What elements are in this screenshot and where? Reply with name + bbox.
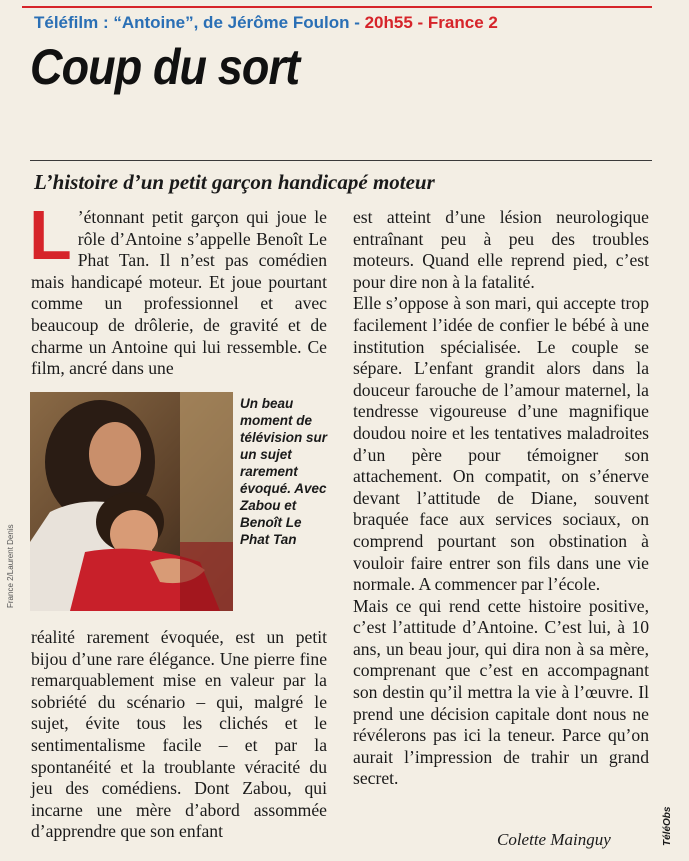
paragraph-conclusion: Mais ce qui rend cette histoire positive, c’est l’attitude d’Antoine. C’est lui, à 10 ans, un beau jour, qui dira non à sa mère, comprenant que c’est en accompagnant son destin qu’il mettra la vie à l’œuvre. Il prend une décision capitale dont nous ne révélerons pas ici la teneur. Parce qu’on aurait l’impression de trahir un grand secret. [353,595,649,789]
headline: Coup du sort [30,39,300,95]
paragraph-review: réalité rarement évoquée, est un petit bijou d’une rare élégance. Une pierre fine remarquablement mise en valeur par la sobriété du scénario – qui, malgré le sujet, évite tous les clichés et le sentimentalisme facile – et par la spontanéité et la troublante véracité du jeu des comédiens. Dont Zabou, qui incarne une mère d’abord assommée d’apprendre que son enfant [31,627,327,842]
paragraph-diagnosis: est atteint d’une lésion neurologique entraînant peu à peu des troubles moteurs. Quand elle reprend pied, c’est pour dire non à la fatalité. [353,207,649,292]
top-red-rule [22,6,652,8]
photo-illustration [30,392,233,611]
paragraph-plot: Elle s’oppose à son mari, qui accepte trop facilement l’idée de confier le bébé à une institution spécialisée. Le couple se sépare. L’enfant grandit alors dans la douceur farouche de l’amour maternel, la tendresse vigoureuse d’une magnifique doudou noire et les tentatives maladroites d’un père pour témoigner son attachement. On compatit, on s’énerve devant l’attitude de Diane, souvent braquée face aux services sociaux, on comprend pourtant son obstination à vouloir faire entrer son fils dans une vie normale. A commencer par l’école. [353,293,649,595]
article-column-2 [353,207,649,790]
photo-credit: France 2/Laurent Denis [6,524,15,608]
photo-mother-and-child [30,392,233,611]
article-column-1-bottom [31,627,327,843]
paragraph-intro: ’étonnant petit garçon qui joue le rôle d’Antoine s’appelle Benoît Le Phat Tan. Il n’est pas comédien mais handicapé moteur. Et joue pourtant comme un professionnel et avec beaucoup de drôlerie, de gravité et de charme un Antoine qui lui ressemble. Ce film, ancré dans une [31,207,327,379]
headline-divider [30,160,652,161]
kicker-time-channel: 20h55 - France 2 [364,13,498,32]
publication-source: TéléObs [662,806,673,846]
bleed-through-decoration [530,10,670,240]
drop-cap: L [29,196,72,274]
article-column-1-top [29,196,327,380]
kicker-program: Téléfilm : “Antoine”, de Jérôme Foulon - [34,13,365,32]
subhead: L’histoire d’un petit garçon handicapé moteur [34,170,435,194]
photo-caption: Un beau moment de télévision sur un sujet rarement évoqué. Avec Zabou et Benoît Le Phat Tan [240,396,328,547]
kicker [34,13,498,33]
author-signature: Colette Mainguy [497,830,611,849]
